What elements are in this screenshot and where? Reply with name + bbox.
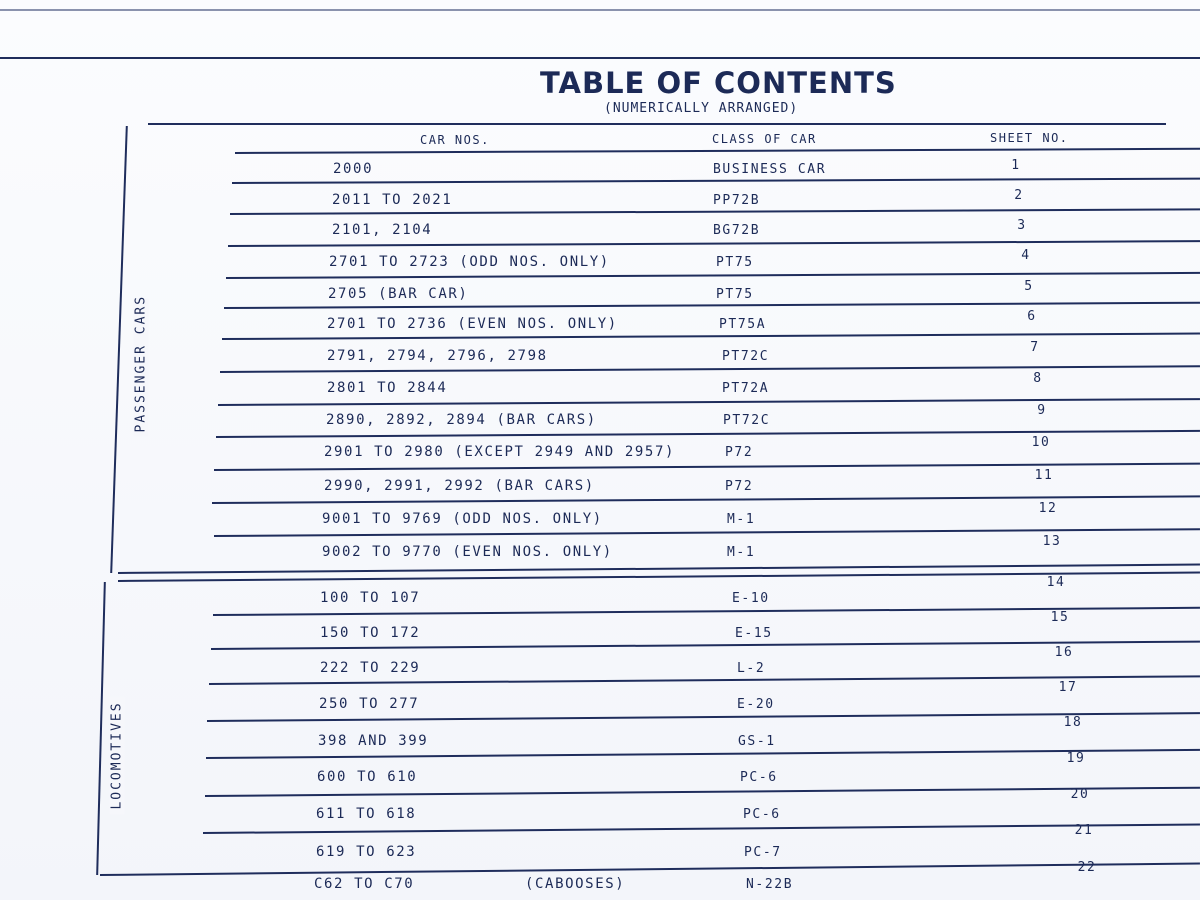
sheet-number-cell: 1	[1011, 158, 1021, 173]
car-numbers-cell: 611 TO 618	[316, 806, 417, 822]
sheet-number-cell: 5	[1024, 279, 1034, 294]
column-header-car-nos: CAR NOS.	[420, 133, 490, 147]
row-divider	[226, 272, 1200, 279]
car-class-cell: P72	[725, 479, 754, 494]
row-divider	[228, 240, 1200, 246]
sheet-number-cell: 7	[1030, 340, 1040, 355]
car-numbers-cell: 9001 TO 9769 (ODD NOS. ONLY)	[322, 511, 603, 527]
column-header-sheet-no: SHEET NO.	[990, 131, 1069, 145]
car-numbers-cell: 2990, 2991, 2992 (BAR CARS)	[324, 478, 595, 494]
car-class-cell: PT72C	[723, 413, 771, 428]
car-numbers-cell: 2101, 2104	[332, 222, 433, 238]
car-class-cell: L-2	[737, 661, 766, 676]
row-divider	[222, 333, 1200, 340]
sheet-number-cell: 14	[1046, 575, 1066, 590]
page-top-rule	[0, 9, 1200, 11]
car-class-cell: PT75	[716, 287, 754, 302]
locomotive-bracket-line	[96, 582, 106, 875]
sheet-number-cell: 3	[1017, 218, 1027, 233]
car-numbers-cell: 250 TO 277	[319, 696, 420, 712]
car-class-cell: PT75	[716, 255, 754, 270]
sheet-number-cell: 22	[1077, 860, 1097, 875]
column-header-class-of-car: CLASS OF CAR	[712, 132, 817, 146]
sheet-number-cell: 15	[1050, 610, 1070, 625]
row-divider	[207, 712, 1200, 721]
table-top-rule	[148, 123, 1166, 125]
passenger-bracket-line	[110, 126, 128, 573]
sheet-number-cell: 4	[1021, 248, 1031, 263]
caboose-note: (CABOOSES)	[525, 876, 626, 892]
car-class-cell: M-1	[727, 545, 756, 560]
car-class-cell: BG72B	[713, 223, 761, 238]
car-numbers-cell: 2701 TO 2736 (EVEN NOS. ONLY)	[327, 316, 618, 332]
car-class-cell: P72	[725, 445, 754, 460]
car-numbers-cell: 2701 TO 2723 (ODD NOS. ONLY)	[329, 254, 610, 270]
row-divider	[203, 823, 1200, 833]
car-class-cell: PC-6	[740, 770, 778, 785]
sheet-number-cell: 13	[1042, 534, 1062, 549]
section-label-locomotives: LOCOMOTIVES	[110, 697, 125, 815]
car-class-cell: E-10	[732, 591, 770, 606]
car-numbers-cell: C62 TO C70	[314, 876, 415, 892]
sheet-number-cell: 12	[1038, 501, 1058, 516]
page-title: TABLE OF CONTENTS	[540, 66, 897, 100]
car-numbers-cell: 2791, 2794, 2796, 2798	[327, 348, 548, 364]
row-divider	[232, 178, 1200, 184]
car-class-cell: GS-1	[738, 734, 776, 749]
car-class-cell: PT75A	[719, 317, 767, 332]
car-numbers-cell: 2901 TO 2980 (EXCEPT 2949 AND 2957)	[324, 444, 676, 460]
table-bottom-rule	[100, 862, 1200, 876]
car-numbers-cell: 2011 TO 2021	[332, 192, 453, 208]
sheet-number-cell: 20	[1070, 787, 1090, 802]
row-divider	[224, 302, 1200, 309]
sheet-number-cell: 17	[1058, 680, 1078, 695]
sheet-number-cell: 9	[1037, 403, 1047, 418]
car-numbers-cell: 150 TO 172	[320, 625, 421, 641]
car-class-cell: PC-6	[743, 807, 781, 822]
car-class-cell: PC-7	[744, 845, 782, 860]
page-subtitle: (NUMERICALLY ARRANGED)	[604, 101, 799, 116]
car-numbers-cell: 2801 TO 2844	[327, 380, 448, 396]
car-class-cell: N-22B	[746, 877, 794, 892]
row-divider	[205, 787, 1200, 797]
section-label-passenger-cars: PASSENGER CARS	[134, 299, 149, 437]
car-numbers-cell: 2705 (BAR CAR)	[328, 286, 469, 302]
car-numbers-cell: 100 TO 107	[320, 590, 421, 606]
car-class-cell: PT72C	[722, 349, 770, 364]
car-class-cell: PT72A	[722, 381, 770, 396]
car-class-cell: BUSINESS CAR	[713, 162, 827, 177]
car-numbers-cell: 222 TO 229	[320, 660, 421, 676]
sheet-number-cell: 8	[1033, 371, 1043, 386]
sheet-number-cell: 2	[1014, 188, 1024, 203]
car-numbers-cell: 2000	[333, 161, 374, 177]
car-numbers-cell: 600 TO 610	[317, 769, 418, 785]
car-numbers-cell: 2890, 2892, 2894 (BAR CARS)	[326, 412, 597, 428]
row-divider	[230, 208, 1200, 214]
car-class-cell: E-20	[737, 697, 775, 712]
row-divider	[235, 148, 1200, 154]
car-class-cell: PP72B	[713, 193, 761, 208]
sheet-number-cell: 16	[1054, 645, 1074, 660]
car-class-cell: M-1	[727, 512, 756, 527]
car-numbers-cell: 398 AND 399	[318, 733, 429, 749]
sheet-number-cell: 10	[1031, 435, 1051, 450]
page-header-rule	[0, 57, 1200, 59]
car-class-cell: E-15	[735, 626, 773, 641]
sheet-number-cell: 21	[1074, 823, 1094, 838]
sheet-number-cell: 18	[1063, 715, 1083, 730]
sheet-number-cell: 11	[1034, 468, 1054, 483]
row-divider	[206, 749, 1200, 759]
sheet-number-cell: 6	[1027, 309, 1037, 324]
car-numbers-cell: 619 TO 623	[316, 844, 417, 860]
car-numbers-cell: 9002 TO 9770 (EVEN NOS. ONLY)	[322, 544, 613, 560]
sheet-number-cell: 19	[1066, 751, 1086, 766]
